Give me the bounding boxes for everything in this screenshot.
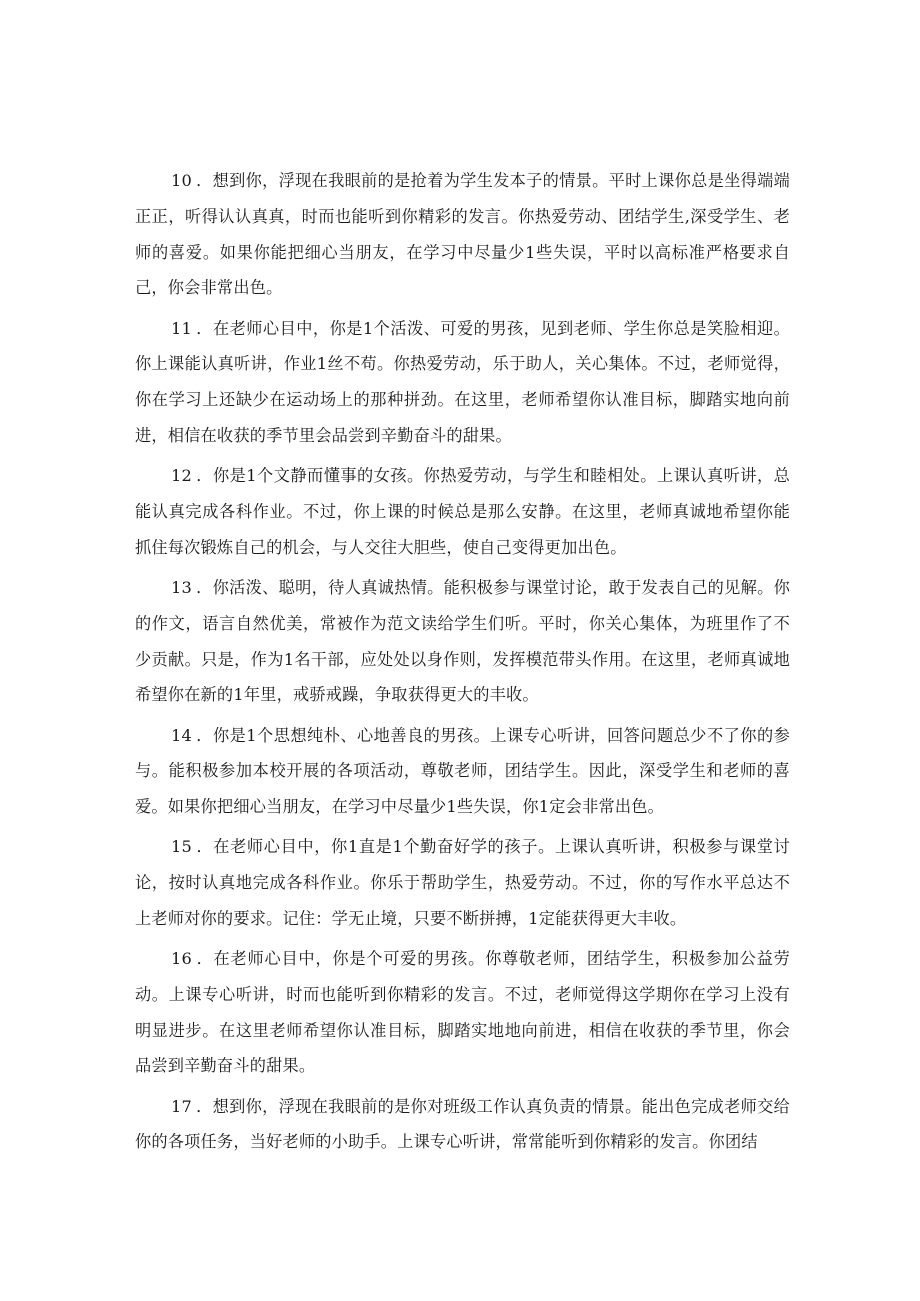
paragraph-text: ．想到你，浮现在我眼前的是抢着为学生发本子的情景。平时上课你总是坐得端端正正，听得认认真真，时而也能听到你精彩的发言。你热爱劳动、团结学生,深受学生、老师的喜爱。如果你能把细心当朋友，在学习中尽量少1些失误，平时以高标准严格要求自己，你会非常出色。 — [135, 171, 790, 298]
paragraph-number: 16 — [171, 949, 192, 969]
paragraph-number: 11 — [171, 318, 192, 338]
paragraph-number: 13 — [171, 577, 192, 597]
paragraph-10 — [135, 163, 790, 306]
paragraph-11 — [135, 311, 790, 454]
paragraph-number: 15 — [171, 837, 192, 857]
paragraph-14 — [135, 718, 790, 825]
paragraph-text: ．你是1个文静而懂事的女孩。你热爱劳动，与学生和睦相处。上课认真听讲，总能认真完成各科作业。不过，你上课的时候总是那么安静。在这里，老师真诚地希望你能抓住每次锻炼自己的机会，与人交往大胆些，使自己变得更加出色。 — [135, 466, 790, 557]
paragraph-text: ．你是1个思想纯朴、心地善良的男孩。上课专心听讲，回答问题总少不了你的参与。能积极参加本校开展的各项活动，尊敬老师，团结学生。因此，深受学生和老师的喜爱。如果你把细心当朋友，在学习中尽量少1些失误，你1定会非常出色。 — [135, 725, 790, 817]
paragraph-number: 14 — [171, 725, 192, 745]
paragraph-number: 17 — [171, 1096, 192, 1116]
paragraph-13 — [135, 570, 790, 713]
paragraph-15 — [135, 829, 790, 936]
paragraph-17 — [135, 1089, 790, 1161]
paragraph-text: ．你活泼、聪明，待人真诚热情。能积极参与课堂讨论，敢于发表自己的见解。你的作文，语言自然优美，常被作为范文读给学生们听。平时，你关心集体，为班里作了不少贡献。只是，作为1名干部，应处处以身作则，发挥模范带头作用。在这里，老师真诚地希望你在新的1年里，戒骄戒躁，争取获得更大的丰收。 — [135, 577, 790, 705]
paragraph-16 — [135, 941, 790, 1084]
paragraph-text: ．在老师心目中，你是个可爱的男孩。你尊敬老师，团结学生，积极参加公益劳动。上课专心听讲，时而也能听到你精彩的发言。不过，老师觉得这学期你在学习上没有明显进步。在这里老师希望你认准目标，脚踏实地地向前进，相信在收获的季节里，你会品尝到辛勤奋斗的甜果。 — [135, 949, 790, 1076]
paragraph-12 — [135, 458, 790, 565]
document-body — [135, 163, 790, 1165]
paragraph-text: ．想到你，浮现在我眼前的是你对班级工作认真负责的情景。能出色完成老师交给你的各项任务，当好老师的小助手。上课专心听讲，常常能听到你精彩的发言。你团结 — [135, 1096, 790, 1152]
paragraph-text: ．在老师心目中，你1直是1个勤奋好学的孩子。上课认真听讲，积极参与课堂讨论，按时认真地完成各科作业。你乐于帮助学生，热爱劳动。不过，你的写作水平总达不上老师对你的要求。记住：学无止境，只要不断拼搏，1定能获得更大丰收。 — [135, 837, 790, 928]
paragraph-text: ．在老师心目中，你是1个活泼、可爱的男孩，见到老师、学生你总是笑脸相迎。你上课能认真听讲，作业1丝不苟。你热爱劳动，乐于助人，关心集体。不过，老师觉得，你在学习上还缺少在运动场上的那种拼劲。在这里，老师希望你认准目标，脚踏实地向前进，相信在收获的季节里会品尝到辛勤奋斗的甜果。 — [135, 318, 790, 445]
paragraph-number: 10 — [171, 171, 192, 190]
paragraph-number: 12 — [171, 466, 192, 486]
